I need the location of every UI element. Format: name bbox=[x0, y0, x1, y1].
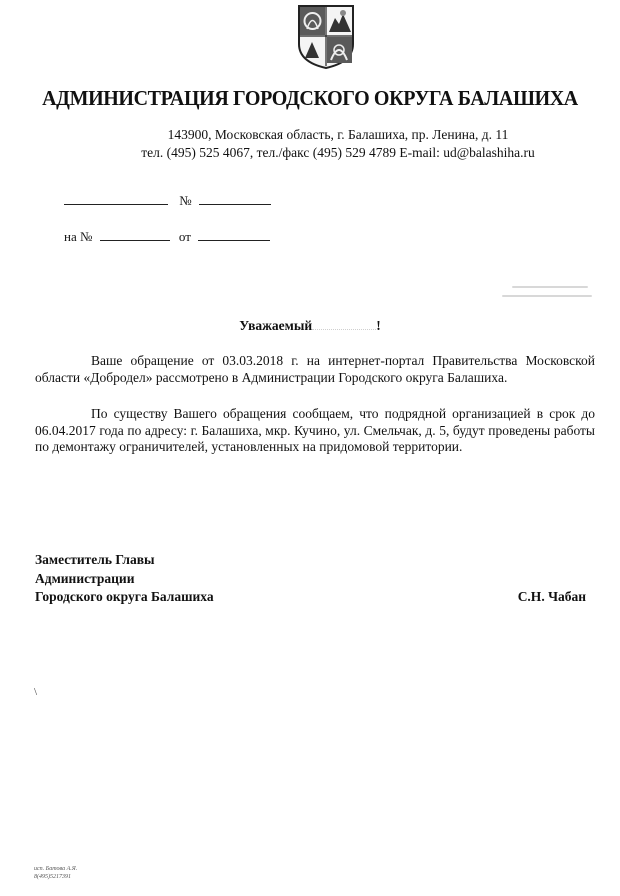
greeting-prefix: Уважаемый bbox=[239, 318, 313, 333]
from-word: от bbox=[178, 229, 191, 244]
executor-phone: 8(495)5217391 bbox=[34, 874, 71, 880]
coat-of-arms-icon bbox=[297, 4, 355, 70]
greeting bbox=[0, 318, 620, 334]
reply-prefix: на № bbox=[64, 229, 93, 244]
signatory-position-line-2: Администрации bbox=[35, 571, 135, 586]
signatory-position-line-3: Городского округа Балашиха bbox=[35, 589, 214, 604]
number-blank bbox=[199, 194, 271, 205]
signatory-position-line-1: Заместитель Главы bbox=[35, 552, 155, 567]
outgoing-number-line bbox=[64, 193, 271, 209]
stray-mark: \ bbox=[34, 686, 38, 698]
reply-number-blank bbox=[100, 230, 170, 241]
greeting-suffix: ! bbox=[376, 318, 381, 333]
organization-title: АДМИНИСТРАЦИЯ ГОРОДСКОГО ОКРУГА БАЛАШИХА bbox=[42, 86, 578, 110]
date-blank bbox=[64, 194, 168, 205]
organization-address: 143900, Московская область, г. Балашиха, пр. Ленина, д. 11 bbox=[167, 127, 509, 142]
letter-paragraph-2: По существу Вашего обращения сообщаем, что подрядной организацией в срок до 06.04.2017 года по адресу: г. Балашиха, мкр. Кучино, ул. Смельчак, д. 5, будут проведены работы по демонтажу ограничителей, установленных на придомовой территории. bbox=[35, 406, 595, 454]
organization-contacts: тел. (495) 525 4067, тел./факс (495) 529 4789 E-mail: ud@balashiha.ru bbox=[141, 145, 535, 160]
reply-reference-line bbox=[64, 229, 270, 245]
number-sign: № bbox=[179, 193, 192, 208]
letter-paragraph-1: Ваше обращение от 03.03.2018 г. на интернет-портал Правительства Московской области «Добродел» рассмотрено в Администрации Городского округа Балашиха. bbox=[35, 353, 595, 385]
executor-name: исп. Батова А.Я. bbox=[34, 866, 78, 872]
redacted-name bbox=[312, 320, 376, 330]
signatory-name: С.Н. Чабан bbox=[517, 589, 586, 604]
addressee-redacted bbox=[494, 284, 598, 300]
reply-date-blank bbox=[198, 230, 270, 241]
